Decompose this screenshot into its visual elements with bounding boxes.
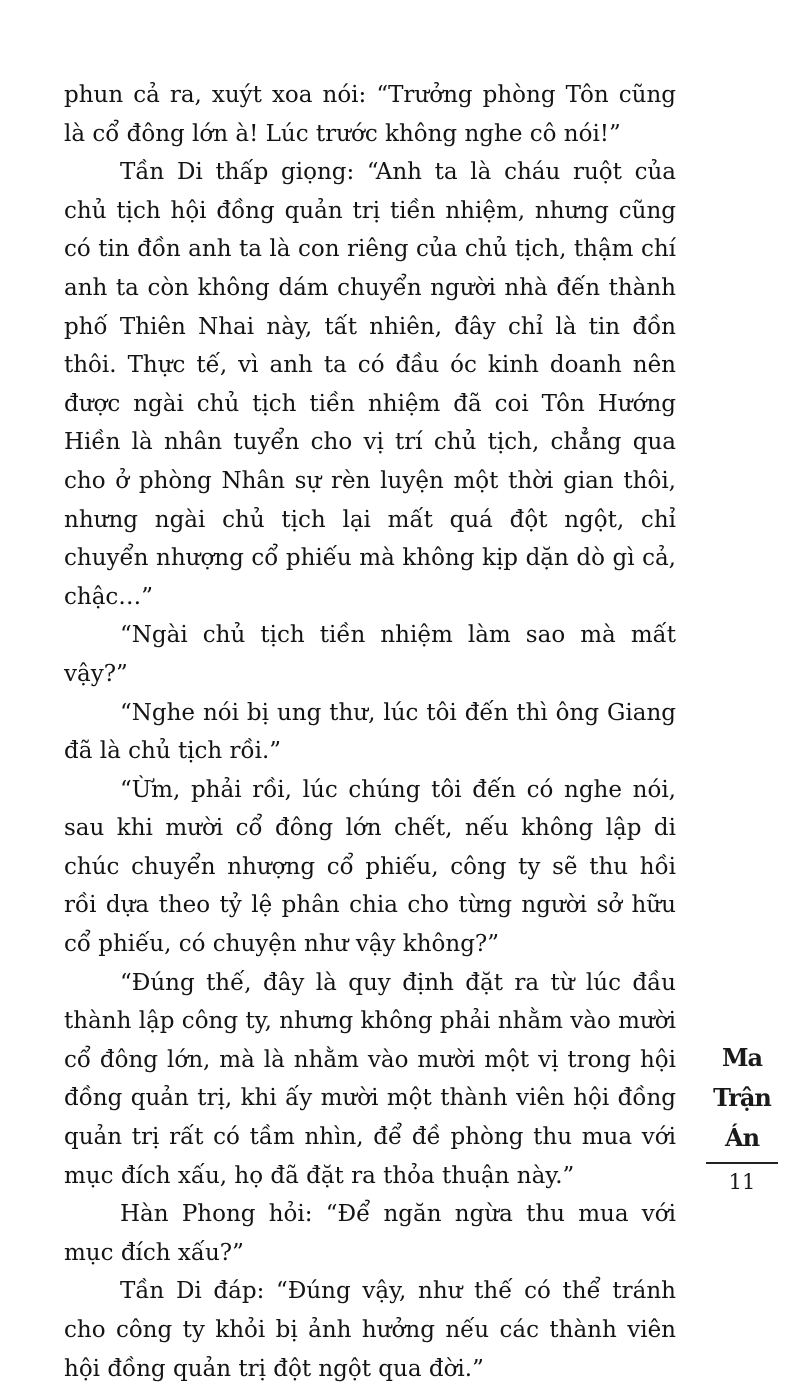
paragraph: “Nghe nói bị ung thư, lúc tôi đến thì ông Giang đã là chủ tịch rồi.” <box>64 699 676 765</box>
paragraph: “Đúng thế, đây là quy định đặt ra từ lúc đầu thành lập công ty, nhưng không phải nhằm vào mười cổ đông lớn, mà là nhằm vào mười một vị trong hội đồng quản trị, khi ấy mười một thành viên hội đồng quản trị rất có tầm nhìn, để đề phòng thu mua với mục đích xấu, họ đã đặt ra thỏa thuận này.” <box>64 969 676 1189</box>
paragraph: Tần Di thấp giọng: “Anh ta là cháu ruột của chủ tịch hội đồng quản trị tiền nhiệm, nhưng cũng có tin đồn anh ta là con riêng của chủ tịch, thậm chí anh ta còn không dám chuyển người nhà đến thành phố Thiên Nhai này, tất nhiên, đây chỉ là tin đồn thôi. Thực tế, vì anh ta có đầu óc kinh doanh nên được ngài chủ tịch tiền nhiệm đã coi Tôn Hướng Hiền là nhân tuyển cho vị trí chủ tịch, chẳng qua cho ở phòng Nhân sự rèn luyện một thời gian thôi, nhưng ngài chủ tịch lại mất quá đột ngột, chỉ chuyển nhượng cổ phiếu mà không kịp dặn dò gì cả, chậc…” <box>64 159 676 610</box>
page-number: 11 <box>728 1170 756 1194</box>
book-title-vertical <box>706 1038 778 1158</box>
paragraph: “Ngài chủ tịch tiền nhiệm làm sao mà mất vậy?” <box>64 622 676 687</box>
paragraph: Hàn Phong hỏi: “Để ngăn ngừa thu mua với mục đích xấu?” <box>64 1201 676 1266</box>
body-text <box>64 76 676 1388</box>
book-title-line: Án <box>724 1123 760 1152</box>
paragraph: phun cả ra, xuýt xoa nói: “Trưởng phòng Tôn cũng là cổ đông lớn à! Lúc trước không nghe cô nói!” <box>64 82 676 147</box>
title-divider <box>706 1162 778 1164</box>
book-title-line: Ma <box>721 1043 763 1072</box>
paragraph: Tần Di đáp: “Đúng vậy, như thế có thể tránh cho công ty khỏi bị ảnh hưởng nếu các thành viên hội đồng quản trị đột ngột qua đời.” <box>64 1278 676 1382</box>
book-title-line: Trận <box>713 1083 771 1112</box>
paragraph: “Ừm, phải rồi, lúc chúng tôi đến có nghe nói, sau khi mười cổ đông lớn chết, nếu không lập di chúc chuyển nhượng cổ phiếu, công ty sẽ thu hồi rồi dựa theo tỷ lệ phân chia cho từng người sở hữu cổ phiếu, có chuyện như vậy không?” <box>64 776 676 958</box>
